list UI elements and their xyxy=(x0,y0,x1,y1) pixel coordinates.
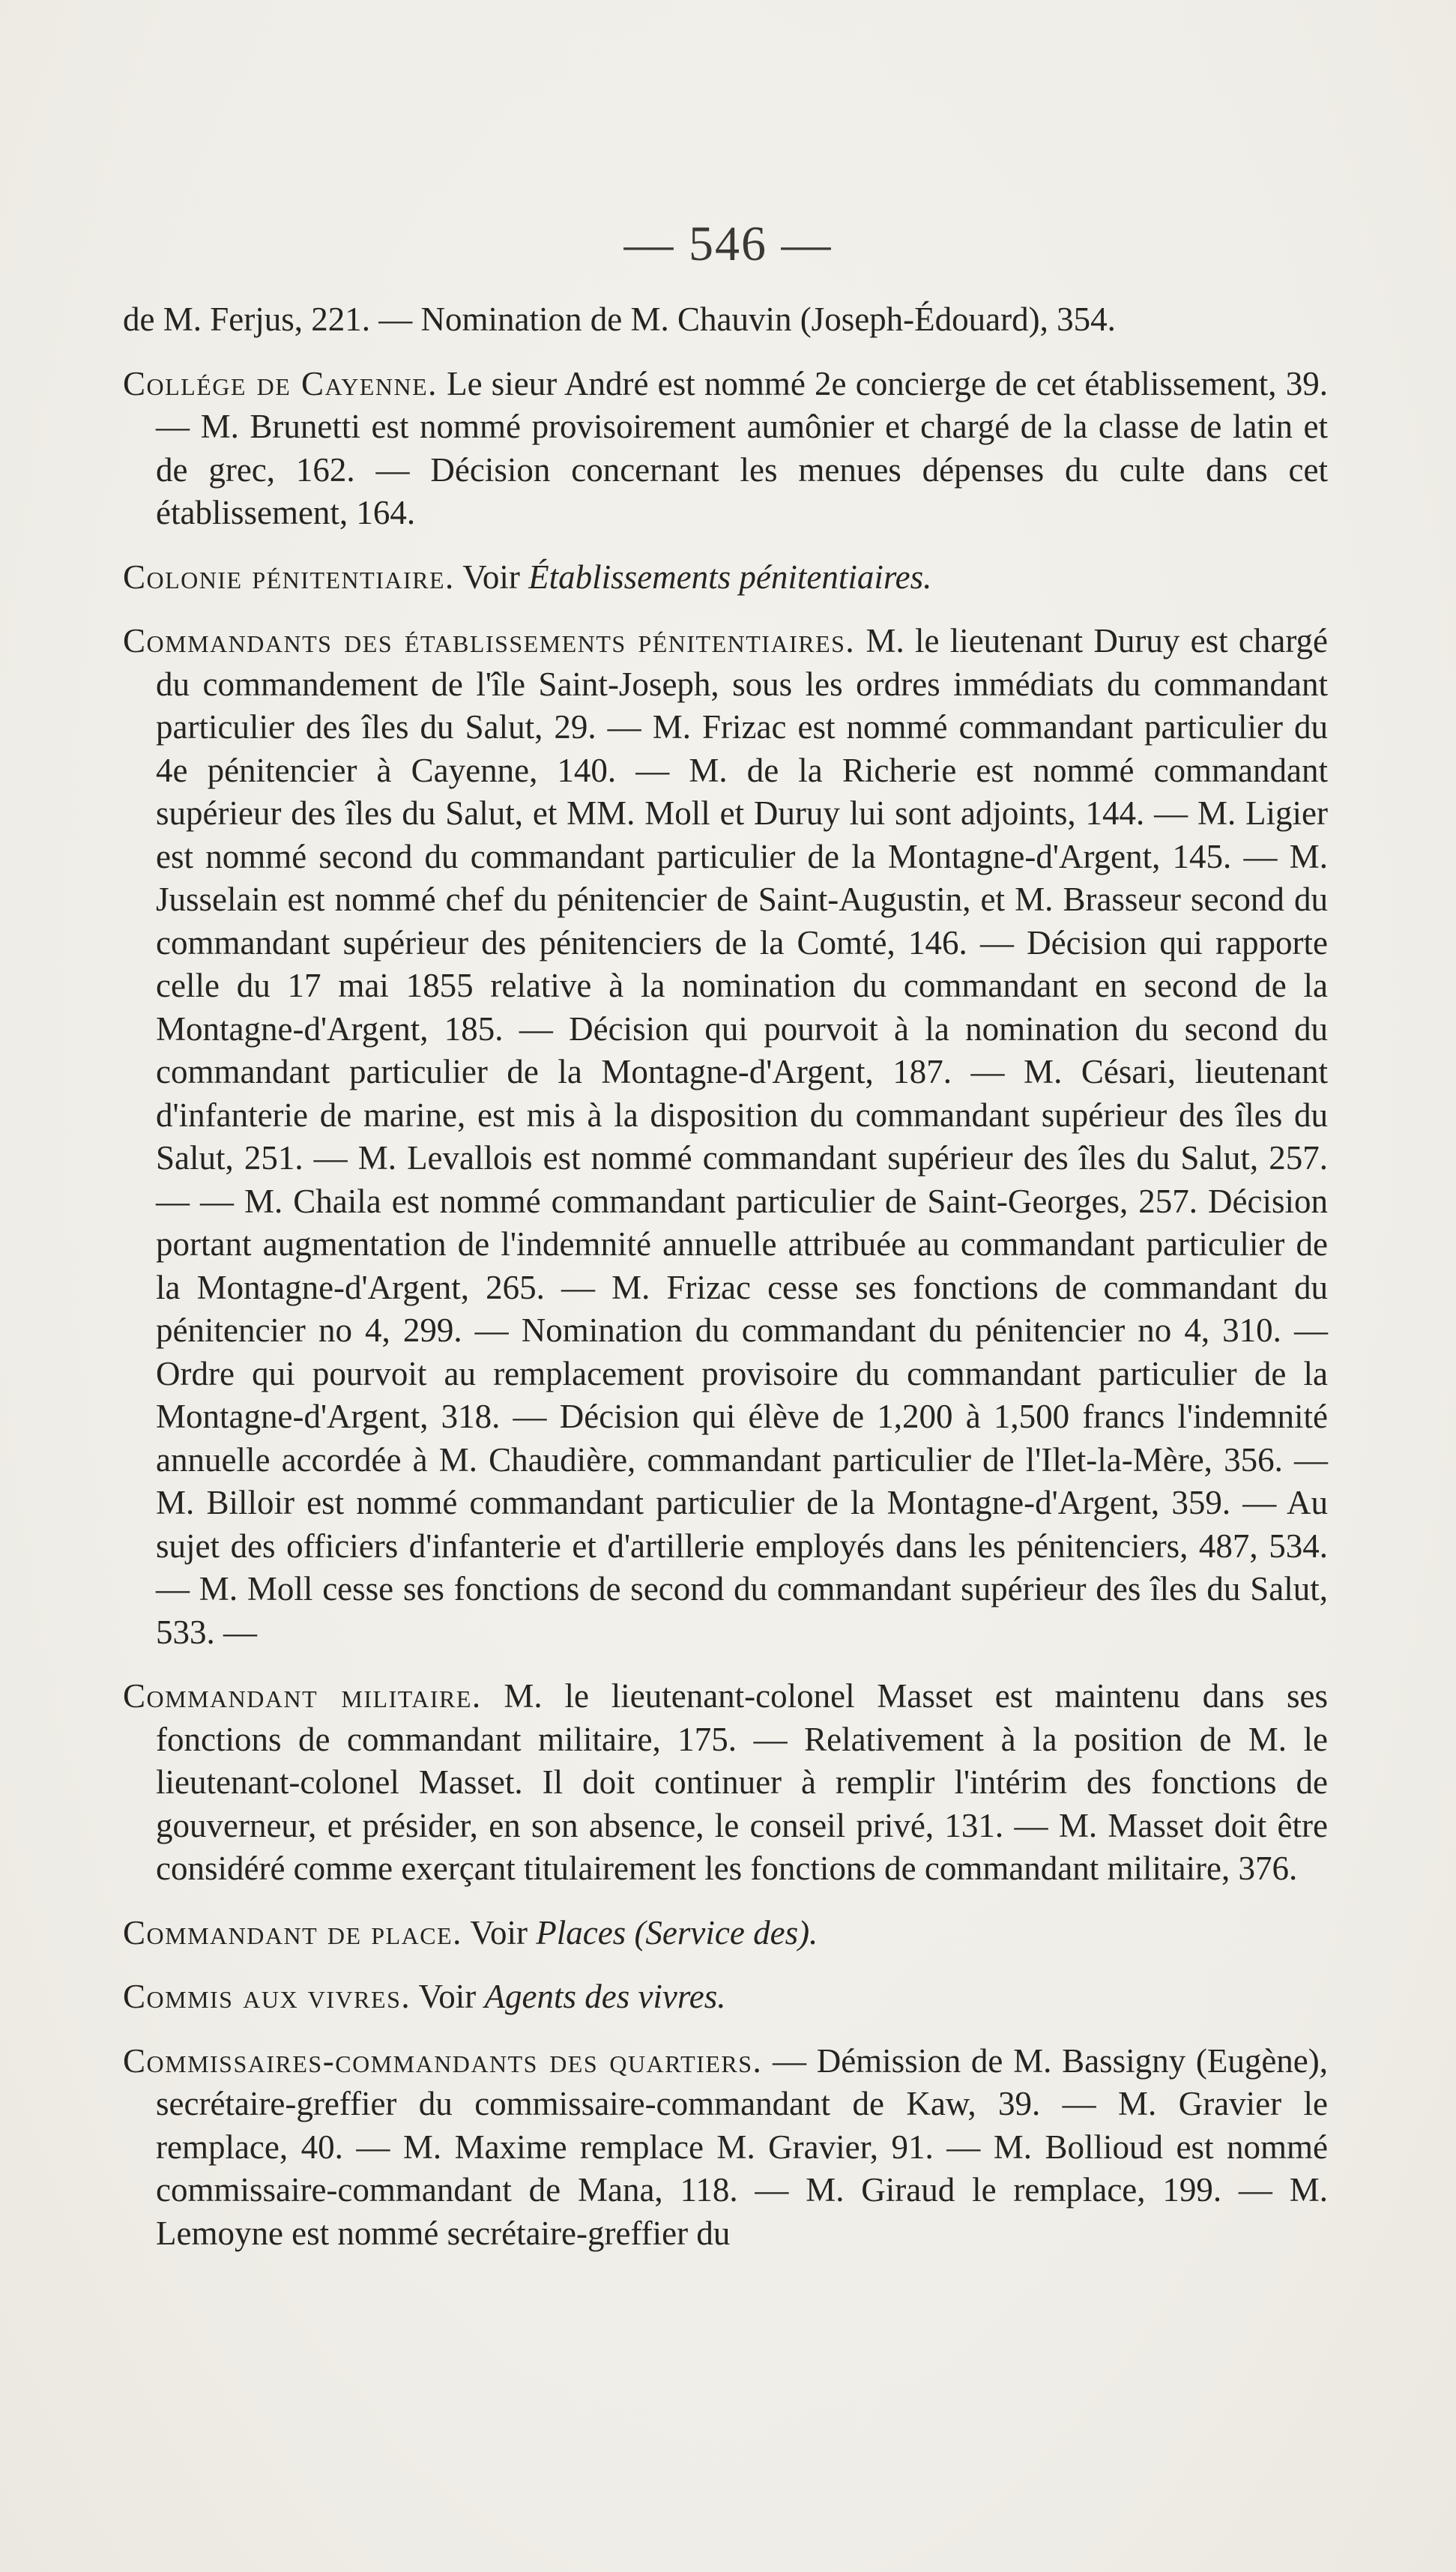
entry-heading: Collége de Cayenne. xyxy=(123,364,438,402)
index-entry-commissaires-commandants xyxy=(123,2040,1328,2256)
entry-text: — Démission de M. Bassigny (Eugène), secrétaire-greffier du commissaire-commandant de Kaw, 39. — M. Gravier le remplace, 40. — M. Maxime remplace M. Gravier, 91. — M. Bollioud est nommé commissaire-commandant de Mana, 118. — M. Giraud le remplace, 199. — M. Lemoyne est nommé secrétaire-greffier du xyxy=(156,2041,1328,2252)
index-entry-colonie-penitentiaire xyxy=(123,556,1328,600)
entry-text: Le sieur André est nommé 2e concierge de cet établissement, 39. — M. Brunetti est nommé provisoirement aumônier et chargé de la classe de latin et de grec, 162. — Décision concernant les menues dépenses du culte dans cet établissement, 164. xyxy=(156,364,1329,531)
entry-text: Voir xyxy=(454,558,529,596)
index-entry-commandant-de-place xyxy=(123,1912,1328,1955)
entry-text: Voir xyxy=(462,1913,537,1951)
entry-heading: Commandants des établissements pénitentiaires. xyxy=(123,622,856,659)
entry-text: Voir xyxy=(411,1978,485,2015)
index-entry-continuation xyxy=(123,298,1328,342)
entry-cross-reference: Établissements pénitentiaires. xyxy=(528,558,932,596)
entry-heading: Commissaires-commandants des quartiers. xyxy=(123,2041,763,2080)
entry-cross-reference: Agents des vivres. xyxy=(484,1978,726,2015)
entry-cross-reference: Places (Service des). xyxy=(536,1913,818,1951)
entry-heading: Colonie pénitentiaire. xyxy=(123,558,455,596)
entry-text: M. le lieutenant-colonel Masset est maintenu dans ses fonctions de commandant militaire, 175. — Relativement à la position de M. le lieutenant-colonel Masset. Il doit continuer à remplir l'intérim des fonctions de gouverneur, et présider, en son absence, le conseil privé, 131. — M. Masset doit être considéré comme exerçant titulairement les fonctions de commandant militaire, 376. xyxy=(156,1677,1328,1887)
entry-heading: Commandant militaire. xyxy=(123,1677,482,1715)
index-text-column xyxy=(123,298,1328,2276)
page-number: — 546 — xyxy=(623,217,833,271)
index-entry-commandant-militaire xyxy=(123,1675,1328,1891)
entry-heading: Commandant de place. xyxy=(123,1913,462,1951)
entry-heading: Commis aux vivres. xyxy=(123,1978,411,2015)
index-entry-commis-aux-vivres xyxy=(123,1975,1328,2019)
index-entry-college-de-cayenne xyxy=(123,363,1328,535)
entry-text: M. le lieutenant Duruy est chargé du commandement de l'île Saint-Joseph, sous les ordres immédiats du commandant particulier des îles du Salut, 29. — M. Frizac est nommé commandant particulier du 4e pénitencier à Cayenne, 140. — M. de la Richerie est nommé commandant supérieur des îles du Salut, et MM. Moll et Duruy lui sont adjoints, 144. — M. Ligier est nommé second du commandant particulier de la Montagne-d'Argent, 145. — M. Jusselain est nommé chef du pénitencier de Saint-Augustin, et M. Brasseur second du commandant supérieur des pénitenciers de la Comté, 146. — Décision qui rapporte celle du 17 mai 1855 relative à la nomination du commandant en second de la Montagne-d'Argent, 185. — Décision qui pourvoit à la nomination du second du commandant particulier de la Montagne-d'Argent, 187. — M. Césari, lieutenant d'infanterie de marine, est mis à la disposition du commandant supérieur des îles du Salut, 251. — M. Levallois est nommé commandant supérieur des îles du Salut, 257. — — M. Chaila est nommé commandant particulier de Saint-Georges, 257. Décision portant augmentation de l'indemnité annuelle attribuée au commandant particulier de la Montagne-d'Argent, 265. — M. Frizac cesse ses fonctions de commandant du pénitencier no 4, 299. — Nomination du commandant du pénitencier no 4, 310. — Ordre qui pourvoit au remplacement provisoire du commandant particulier de la Montagne-d'Argent, 318. — Décision qui élève de 1,200 à 1,500 francs l'indemnité annuelle accordée à M. Chaudière, commandant particulier de l'Ilet-la-Mère, 356. — M. Billoir est nommé commandant particulier de la Montagne-d'Argent, 359. — Au sujet des officiers d'infanterie et d'artillerie employés dans les pénitenciers, 487, 534. — M. Moll cesse ses fonctions de second du commandant supérieur des îles du Salut, 533. — xyxy=(156,622,1328,1651)
index-entry-commandants-etablissements xyxy=(123,620,1328,1654)
entry-text: de M. Ferjus, 221. — Nomination de M. Chauvin (Joseph-Édouard), 354. xyxy=(123,301,1116,338)
